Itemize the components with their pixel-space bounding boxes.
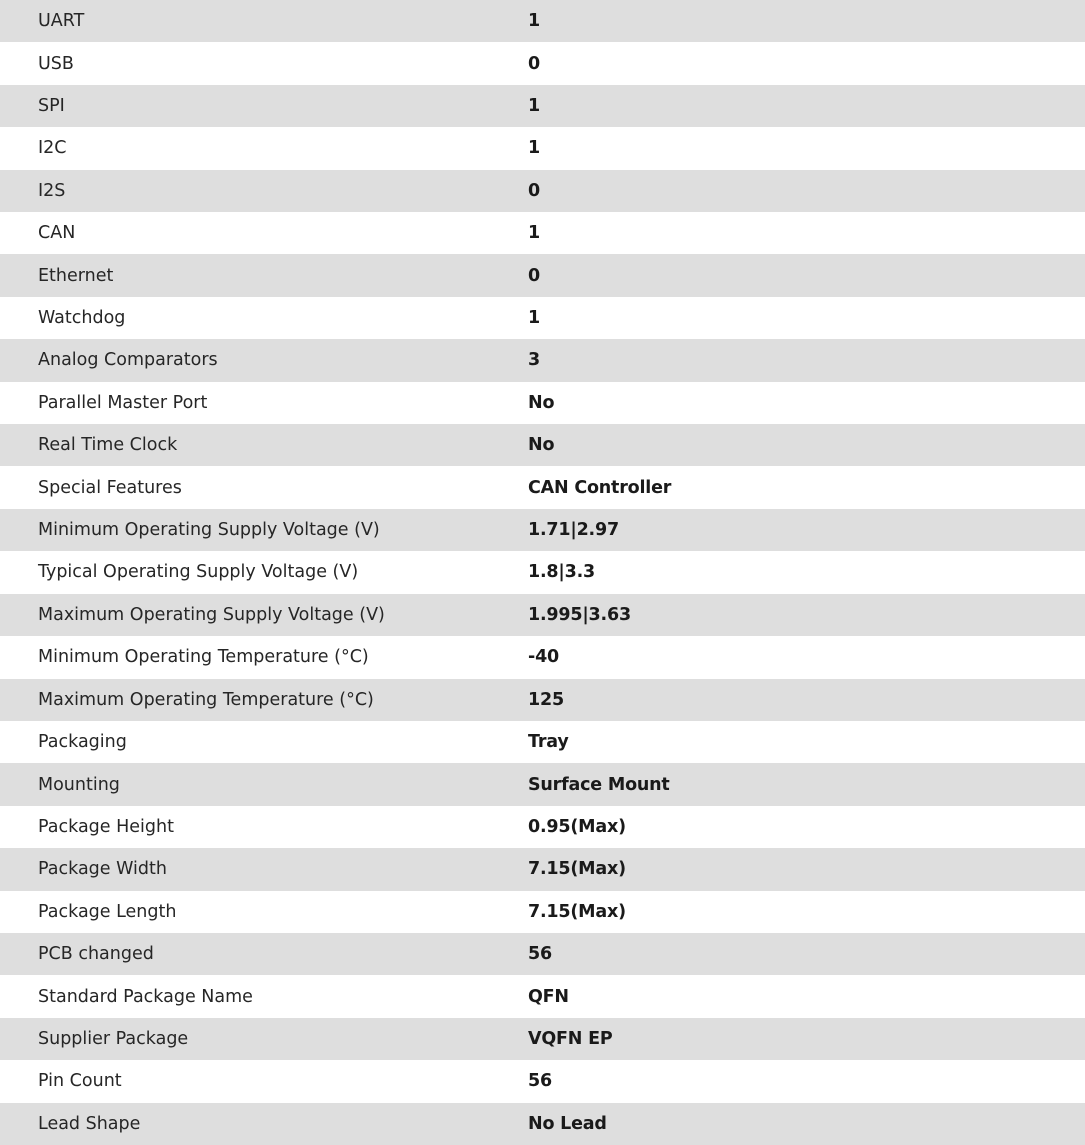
table-row [0,339,1085,381]
spec-label-watchdog: Watchdog [38,308,126,329]
spec-label-typ-supply-voltage: Typical Operating Supply Voltage (V) [38,562,359,583]
table-row [0,848,1085,890]
spec-label-packaging: Packaging [38,732,127,753]
spec-value-spi: 1 [528,96,540,117]
table-row [0,551,1085,593]
spec-label-package-height: Package Height [38,816,174,837]
table-row [0,424,1085,466]
spec-value-supplier-package: VQFN EP [528,1028,613,1049]
table-row [0,721,1085,763]
spec-label-ethernet: Ethernet [38,265,114,286]
table-row [0,933,1085,975]
spec-value-pcb-changed: 56 [528,944,552,965]
spec-value-watchdog: 1 [528,308,540,329]
spec-label-min-temperature: Minimum Operating Temperature (°C) [38,647,369,668]
table-row [0,763,1085,805]
table-row [0,466,1085,508]
spec-label-parallel-master-port: Parallel Master Port [38,392,208,413]
spec-label-standard-package-name: Standard Package Name [38,986,253,1007]
spec-value-i2c: 1 [528,138,540,159]
spec-label-lead-shape: Lead Shape [38,1113,141,1134]
spec-label-pcb-changed: PCB changed [38,944,154,965]
spec-label-package-length: Package Length [38,901,177,922]
spec-value-analog-comparators: 3 [528,350,540,371]
spec-value-parallel-master-port: No [528,392,555,413]
spec-label-i2c: I2C [38,138,67,159]
spec-label-pin-count: Pin Count [38,1071,122,1092]
spec-value-can: 1 [528,223,540,244]
spec-value-packaging: Tray [528,732,569,753]
spec-label-mounting: Mounting [38,774,120,795]
spec-label-supplier-package: Supplier Package [38,1028,189,1049]
spec-label-max-supply-voltage: Maximum Operating Supply Voltage (V) [38,604,385,625]
spec-value-lead-shape: No Lead [528,1113,607,1134]
table-row [0,254,1085,296]
table-row [0,806,1085,848]
spec-label-analog-comparators: Analog Comparators [38,350,218,371]
table-row [0,594,1085,636]
spec-value-uart: 1 [528,11,540,32]
table-row [0,382,1085,424]
table-row [0,85,1085,127]
spec-value-standard-package-name: QFN [528,986,569,1007]
spec-value-i2s: 0 [528,180,540,201]
table-row [0,1018,1085,1060]
table-row [0,975,1085,1017]
spec-value-min-supply-voltage: 1.71|2.97 [528,520,619,541]
spec-label-spi: SPI [38,96,65,117]
table-row [0,679,1085,721]
spec-label-usb: USB [38,53,74,74]
spec-label-max-temperature: Maximum Operating Temperature (°C) [38,689,374,710]
spec-value-min-temperature: -40 [528,647,560,668]
spec-value-special-features: CAN Controller [528,477,672,498]
spec-label-special-features: Special Features [38,477,182,498]
spec-label-real-time-clock: Real Time Clock [38,435,178,456]
table-row [0,127,1085,169]
table-row [0,509,1085,551]
table-row [0,212,1085,254]
spec-value-usb: 0 [528,53,540,74]
spec-value-max-temperature: 125 [528,689,564,710]
table-row [0,891,1085,933]
spec-label-package-width: Package Width [38,859,167,880]
spec-value-real-time-clock: No [528,435,555,456]
spec-label-i2s: I2S [38,180,66,201]
table-row [0,42,1085,84]
spec-value-pin-count: 56 [528,1071,552,1092]
spec-value-ethernet: 0 [528,265,540,286]
spec-value-package-length: 7.15(Max) [528,901,626,922]
spec-label-uart: UART [38,11,85,32]
spec-label-can: CAN [38,223,76,244]
spec-value-package-width: 7.15(Max) [528,859,626,880]
table-row [0,0,1085,42]
table-row [0,297,1085,339]
spec-value-typ-supply-voltage: 1.8|3.3 [528,562,595,583]
table-row [0,1103,1085,1145]
spec-label-min-supply-voltage: Minimum Operating Supply Voltage (V) [38,520,380,541]
spec-value-max-supply-voltage: 1.995|3.63 [528,604,631,625]
table-row [0,1060,1085,1102]
spec-value-mounting: Surface Mount [528,774,670,795]
spec-value-package-height: 0.95(Max) [528,816,626,837]
table-row [0,636,1085,678]
table-row [0,170,1085,212]
